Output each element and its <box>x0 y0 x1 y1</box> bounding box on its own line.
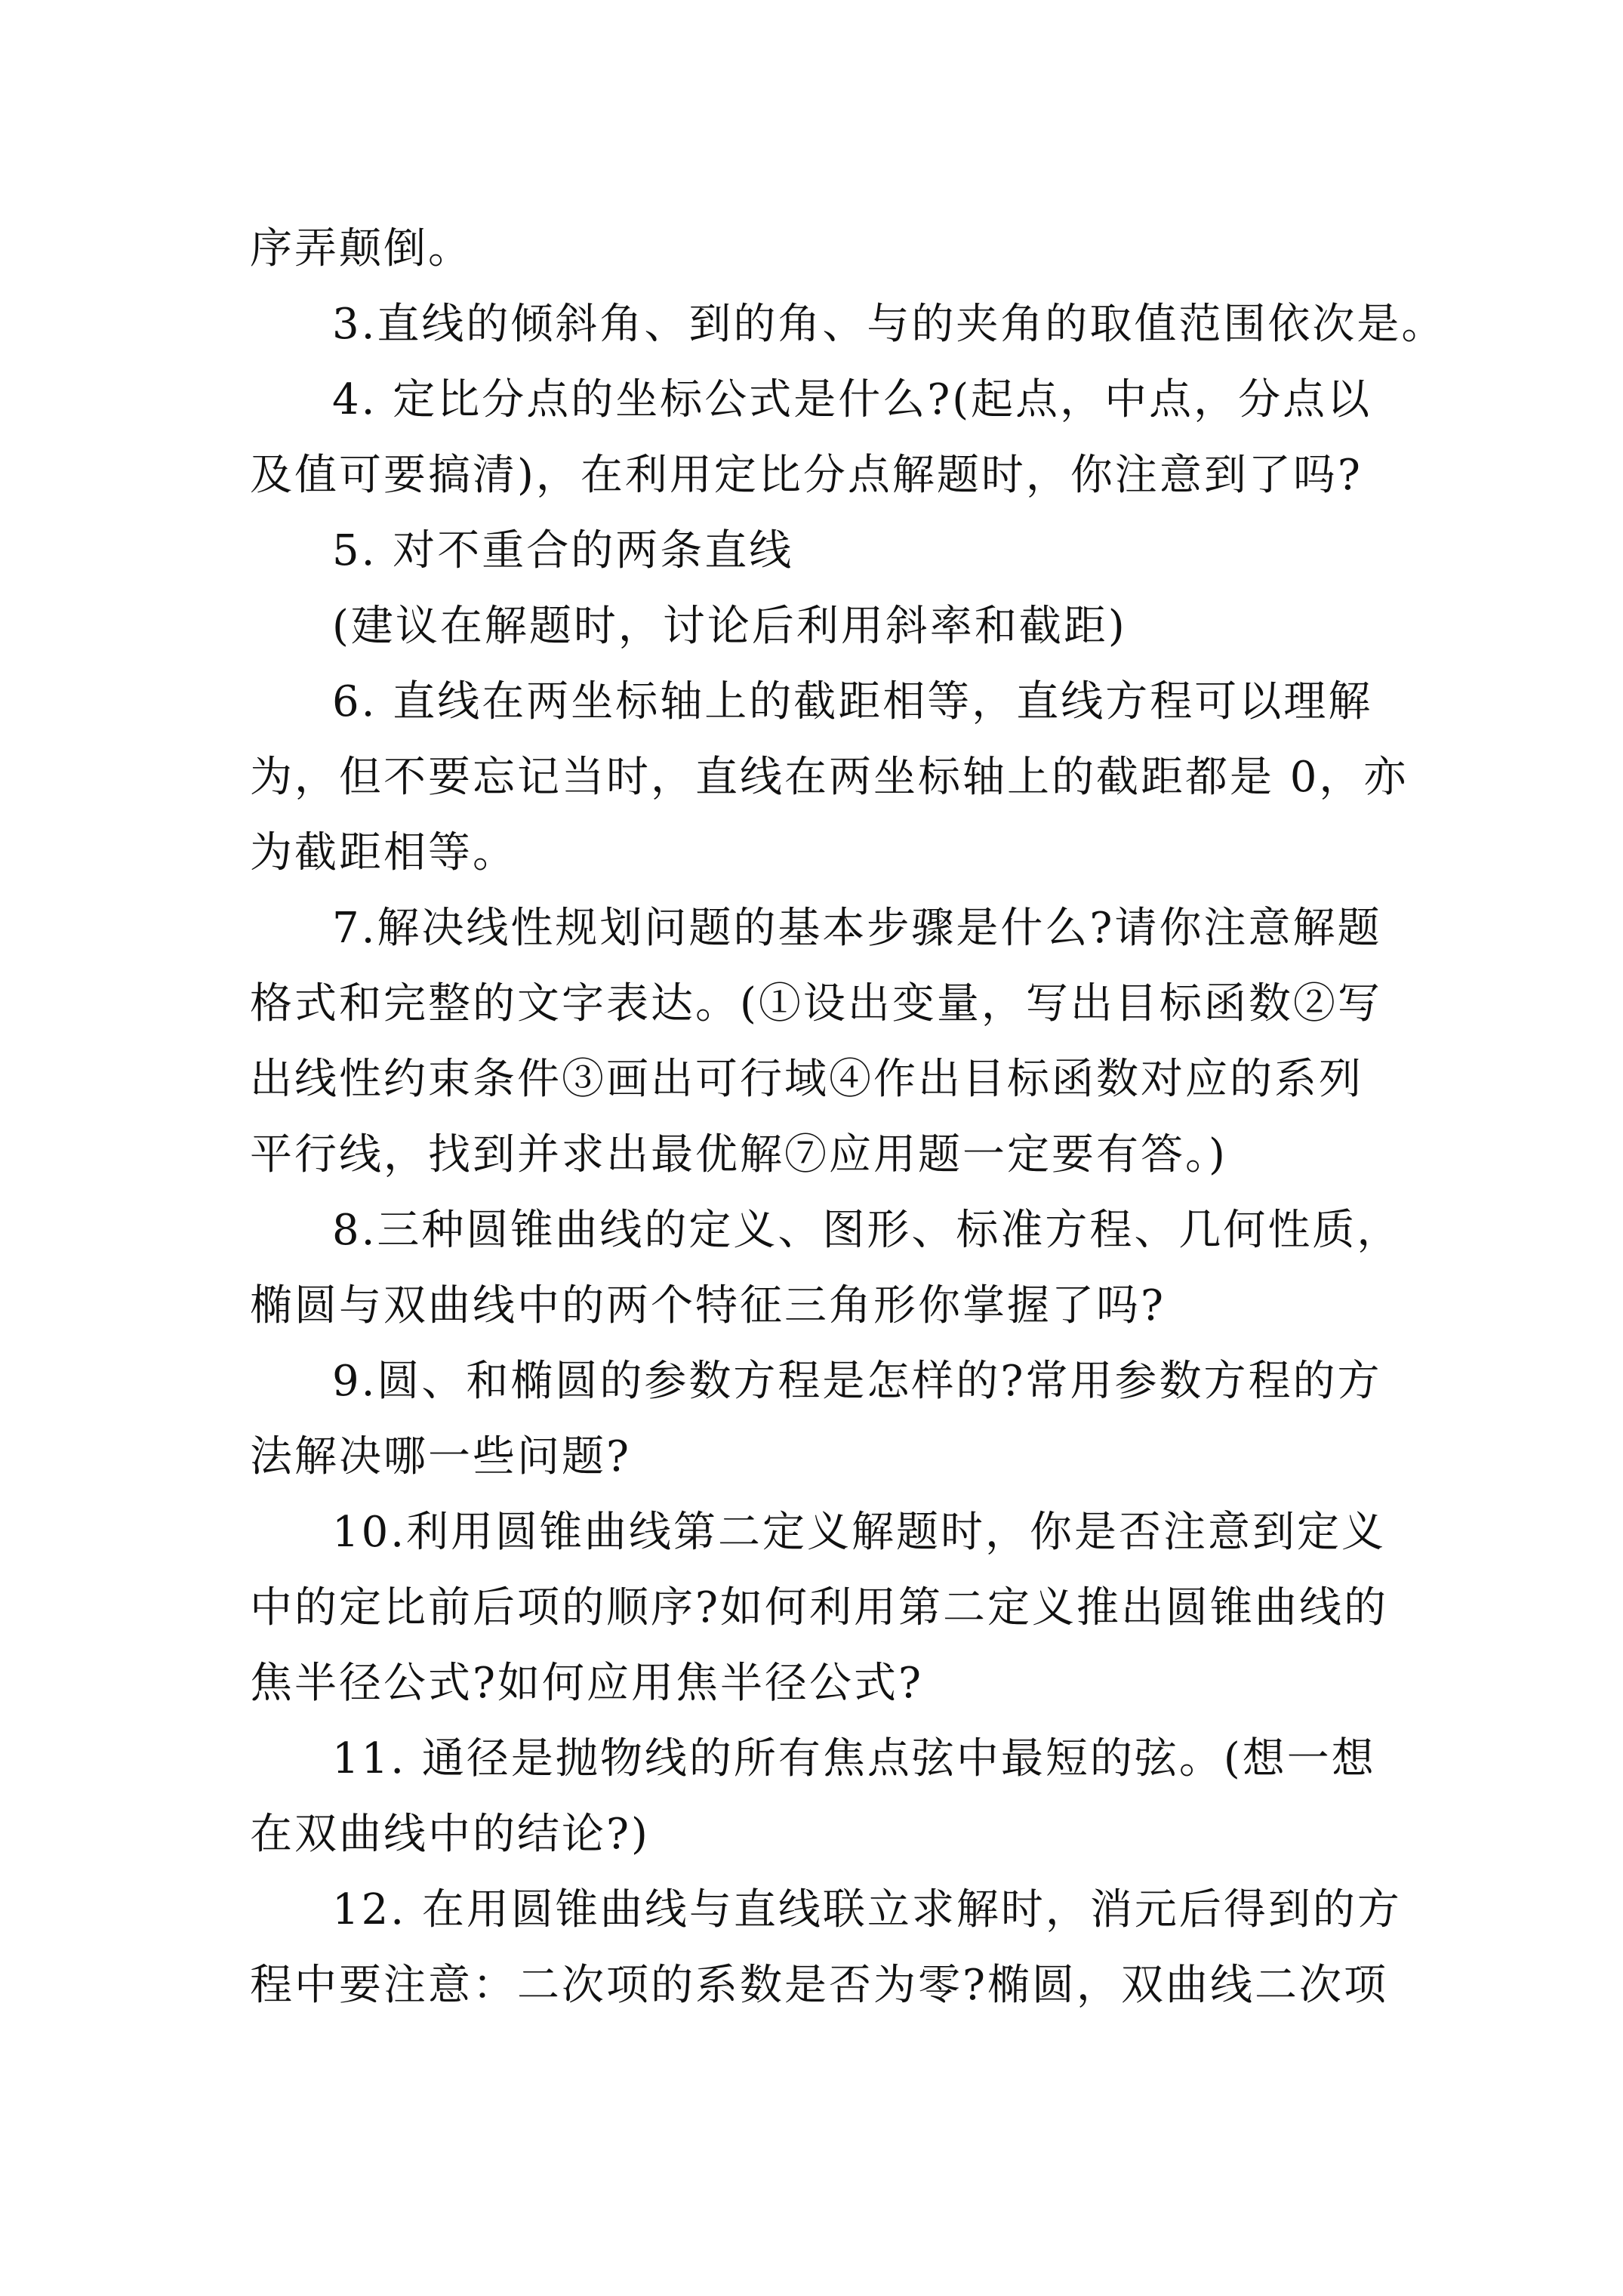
text-line: 平行线，找到并求出最优解⑦应用题一定要有答。) <box>250 1130 1227 1179</box>
text-line: 10.利用圆锥曲线第二定义解题时，你是否注意到定义 <box>332 1508 1387 1557</box>
text-line: 为截距相等。 <box>250 828 517 877</box>
text-line: 及值可要搞清)，在利用定比分点解题时，你注意到了吗? <box>250 451 1363 500</box>
text-line: 出线性约束条件③画出可行域④作出目标函数对应的系列 <box>250 1055 1363 1104</box>
text-line: 法解决哪一些问题? <box>250 1432 632 1481</box>
text-line: 12. 在用圆锥曲线与直线联立求解时，消元后得到的方 <box>332 1885 1402 1934</box>
text-line: 格式和完整的文字表达。(①设出变量，写出目标函数②写 <box>250 979 1382 1028</box>
text-line: 4. 定比分点的坐标公式是什么?(起点，中点，分点以 <box>332 375 1372 424</box>
text-line: 8.三种圆锥曲线的定义、图形、标准方程、几何性质， <box>332 1206 1402 1255</box>
text-line: 6. 直线在两坐标轴上的截距相等，直线方程可以理解 <box>332 677 1373 726</box>
text-line: 11. 通径是抛物线的所有焦点弦中最短的弦。(想一想 <box>332 1734 1376 1783</box>
text-line: 中的定比前后项的顺序?如何利用第二定义推出圆锥曲线的 <box>250 1583 1389 1632</box>
text-line: 程中要注意：二次项的系数是否为零?椭圆，双曲线二次项 <box>250 1961 1389 2010</box>
text-line: 序弄颠倒。 <box>250 224 473 273</box>
text-line: 椭圆与双曲线中的两个特征三角形你掌握了吗? <box>250 1281 1166 1330</box>
text-line: 7.解决线性规划问题的基本步骤是什么?请你注意解题 <box>332 904 1382 953</box>
text-line: (建议在解题时，讨论后利用斜率和截距) <box>332 602 1127 651</box>
text-line: 5. 对不重合的两条直线 <box>332 526 794 575</box>
text-line: 在双曲线中的结论?) <box>250 1810 650 1859</box>
text-line: 焦半径公式?如何应用焦半径公式? <box>250 1659 924 1708</box>
text-line: 9.圆、和椭圆的参数方程是怎样的?常用参数方程的方 <box>332 1357 1382 1406</box>
text-line: 3.直线的倾斜角、到的角、与的夹角的取值范围依次是。 <box>332 300 1446 349</box>
text-line: 为，但不要忘记当时，直线在两坐标轴上的截距都是 0，亦 <box>250 753 1409 802</box>
